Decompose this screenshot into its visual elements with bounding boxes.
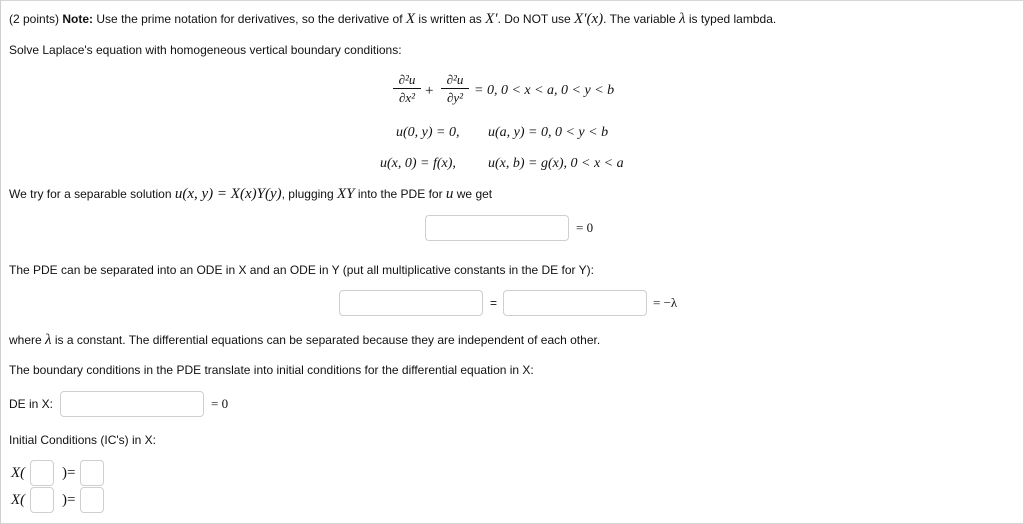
separation-text: The PDE can be separated into an ODE in X and an ODE in Y (put all multiplicative constants in the DE for Y): (9, 263, 594, 277)
ic2-func: X( (11, 492, 26, 508)
equals-zero-1: = 0 (576, 220, 594, 235)
bc-translate-text: The boundary conditions in the PDE translate into initial conditions for the differential equation in X: (9, 363, 534, 377)
bc-right: u(a, y) = 0, 0 < y < b (488, 125, 609, 140)
ic2-close: )= (62, 492, 76, 508)
y-ode-input[interactable] (503, 290, 647, 316)
ic1-close: )= (62, 465, 76, 481)
ic2-value-input[interactable] (80, 487, 104, 513)
plus-sign: + (425, 83, 434, 99)
neg-lambda: = −λ (653, 295, 678, 310)
de-x-label: DE in X: (9, 397, 54, 411)
where-text: where λ is a constant. The differential equations can be separated because they are independent of each other. (9, 332, 601, 348)
de-x-input[interactable] (60, 391, 204, 417)
ic-bottom: u(x, 0) = f(x), (380, 156, 456, 171)
pde-fraction-x: ∂²u ∂x² (393, 72, 421, 105)
ic1-point-input[interactable] (30, 460, 54, 486)
points-label: (2 points) (9, 12, 60, 26)
separable-text: We try for a separable solution u(x, y) = X(x)Y(y), plugging XY into the PDE for u we get (9, 186, 493, 202)
equals-zero-2: = 0 (211, 396, 229, 411)
note-line: (2 points) Note: Use the prime notation for derivatives, so the derivative of X is written as X′. Do NOT use X′(x). The variable λ is typed lambda. (9, 11, 777, 27)
note-label: Note: (62, 12, 94, 26)
ic-label: Initial Conditions (IC's) in X: (9, 433, 157, 447)
ic1-func: X( (11, 465, 26, 481)
pde-fraction-y: ∂²u ∂y² (441, 72, 469, 105)
intro-text: Solve Laplace's equation with homogeneous vertical boundary conditions: (9, 43, 402, 57)
x-ode-input[interactable] (339, 290, 483, 316)
pde-substitution-input[interactable] (425, 215, 569, 241)
pde-rhs: = 0, 0 < x < a, 0 < y < b (474, 83, 615, 98)
ic1-value-input[interactable] (80, 460, 104, 486)
equals-sign: = (490, 296, 498, 310)
bc-left: u(0, y) = 0, (396, 125, 460, 140)
ic2-point-input[interactable] (30, 487, 54, 513)
ic-top: u(x, b) = g(x), 0 < x < a (488, 156, 624, 171)
